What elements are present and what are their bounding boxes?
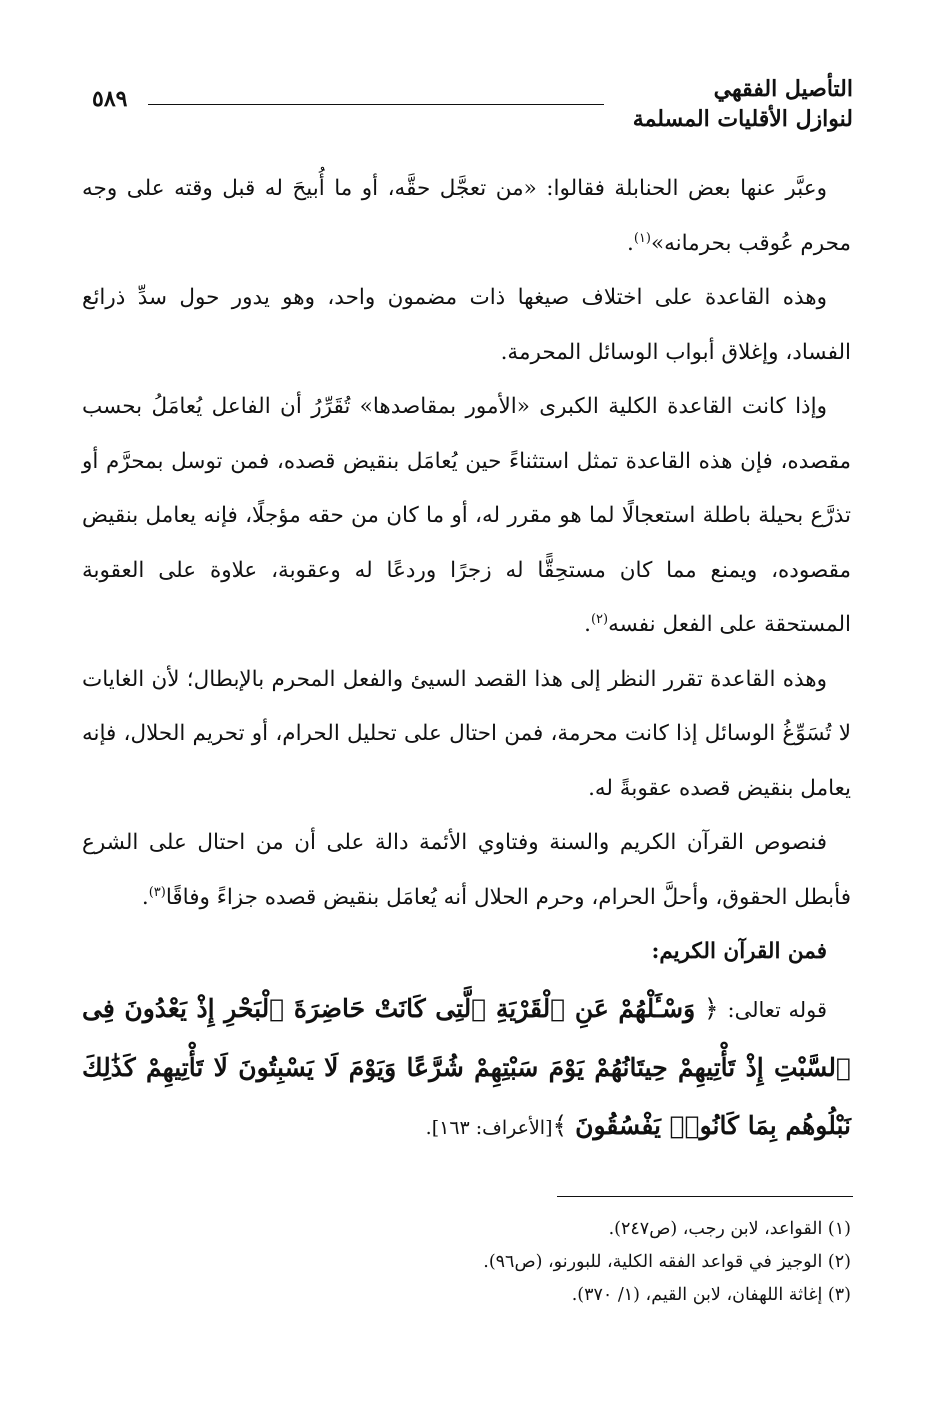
- header-divider: [148, 104, 604, 105]
- ornate-bracket-open: ﴿: [704, 993, 719, 1023]
- header-title-line1: التأصيل الفقهي: [713, 76, 853, 102]
- footnote-marker: (٣): [148, 884, 166, 900]
- header-title-line2: لنوازل الأقليات المسلمة: [632, 106, 853, 132]
- footnote-item: (٢) الوجيز في قواعد الفقه الكلية، للبورنو، (ص٩٦).: [483, 1252, 851, 1272]
- ornate-bracket-close: ﴾: [552, 1110, 568, 1140]
- footnote-item: (١) القواعد، لابن رجب، (ص٢٤٧).: [608, 1219, 851, 1239]
- footnote-item: (٣) إغاثة اللهفان، لابن القيم، (١/ ٣٧٠).: [571, 1285, 851, 1305]
- paragraph: وإذا كانت القاعدة الكلية الكبرى «الأمور بمقاصدها» تُقَرِّرُ أن الفاعل يُعامَلُ بحسب مقصده، فإن هذه القاعدة تمثل استثناءً حين يُعامَل بنقيض قصده، فمن توسل بمحرَّم أو تذرَّع بحيلة باطلة استعجالًا لما هو مقرر له، أو ما كان من حقه مؤجلًا، فإنه يعامل بنقيض مقصوده، ويمنع مما كان مستحِقًّا له زجرًا وردعًا له وعقوبة، علاوة على العقوبة المستحقة على الفعل نفسه$^{(٢)}$.: [82, 394, 851, 637]
- verse-text: وَسْـَٔلْهُمْ عَنِ ٱلْقَرْيَةِ ٱلَّتِى كَانَتْ حَاضِرَةَ ٱلْبَحْرِ إِذْ يَعْدُونَ فِى ٱلسَّبْتِ إِذْ تَأْتِيهِمْ حِيتَانُهُمْ يَوْمَ سَبْتِهِمْ شُرَّعًا وَيَوْمَ لَا يَسْبِتُونَ لَا تَأْتِيهِمْ كَذَٰلِكَ نَبْلُوهُم بِمَا كَانُوا۟ يَفْسُقُونَ: [82, 993, 851, 1140]
- footnotes: [251, 1213, 851, 1312]
- paragraph: وهذه القاعدة على اختلاف صيغها ذات مضمون واحد، وهو يدور حول سدِّ ذرائع الفساد، وإغلاق أبواب الوسائل المحرمة.: [82, 285, 851, 365]
- footnote-marker: (٢): [590, 611, 609, 627]
- page-number: ٥٨٩: [92, 86, 128, 112]
- verse-intro: قوله تعالى:: [727, 997, 828, 1022]
- footnote-marker: (١): [633, 230, 651, 246]
- section-heading: فمن القرآن الكريم:: [651, 939, 827, 964]
- verse-reference: [الأعراف: ١٦٣].: [425, 1116, 553, 1139]
- paragraph: فنصوص القرآن الكريم والسنة وفتاوي الأئمة دالة على أن من احتال على الشرع فأبطل الحقوق، وأحلَّ الحرام، وحرم الحلال أنه يُعامَل بنقيض قصده جزاءً وفاقًا$^{(٣)}$.: [82, 830, 851, 910]
- paragraph: وعبَّر عنها بعض الحنابلة فقالوا: «من تعجَّل حقَّه، أو ما أُبيحَ له قبل وقته على وجه محرم عُوقب بحرمانه»$^{(١)}$.: [82, 176, 851, 256]
- main-text: [82, 162, 851, 1157]
- footnote-divider: [557, 1196, 853, 1197]
- paragraph: وهذه القاعدة تقرر النظر إلى هذا القصد السيئ والفعل المحرم بالإبطال؛ لأن الغايات لا تُسَوِّغُ الوسائل إذا كانت محرمة، فمن احتال على تحليل الحرام، أو تحريم الحلال، فإنه يعامل بنقيض قصده عقوبةً له.: [82, 666, 851, 801]
- quran-verse: [82, 980, 851, 1157]
